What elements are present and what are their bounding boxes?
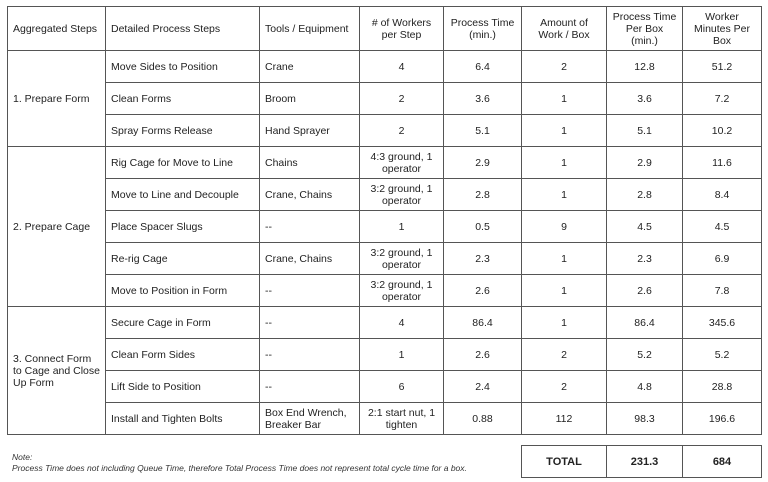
workers-cell: 6: [360, 371, 444, 403]
workers-cell: 4: [360, 51, 444, 83]
worker-minutes-cell: 10.2: [683, 115, 762, 147]
totals-table: [521, 445, 762, 478]
workers-cell: 1: [360, 339, 444, 371]
table-row: [8, 147, 762, 179]
worker-minutes-cell: 7.8: [683, 275, 762, 307]
table-row: [8, 371, 762, 403]
process-time-cell: 2.6: [444, 275, 522, 307]
step-cell: Re-rig Cage: [106, 243, 260, 275]
aggregated-step-cell: 1. Prepare Form: [8, 51, 106, 147]
time-per-box-cell: 98.3: [607, 403, 683, 435]
table-row: [8, 243, 762, 275]
tools-cell: --: [260, 211, 360, 243]
workers-cell: 4:3 ground, 1 operator: [360, 147, 444, 179]
header-detailed-steps: Detailed Process Steps: [106, 7, 260, 51]
process-time-cell: 0.5: [444, 211, 522, 243]
workers-cell: 1: [360, 211, 444, 243]
table-row: [8, 307, 762, 339]
worker-minutes-cell: 5.2: [683, 339, 762, 371]
worker-minutes-cell: 196.6: [683, 403, 762, 435]
header-workers: # of Workers per Step: [360, 7, 444, 51]
total-label: TOTAL: [522, 446, 607, 478]
header-amount: Amount of Work / Box: [522, 7, 607, 51]
note-text: Process Time does not including Queue Time, therefore Total Process Time does not represent total cycle time for a box.: [12, 463, 467, 473]
header-tools: Tools / Equipment: [260, 7, 360, 51]
table-note: [12, 452, 467, 474]
step-cell: Lift Side to Position: [106, 371, 260, 403]
tools-cell: Box End Wrench, Breaker Bar: [260, 403, 360, 435]
total-time-per-box: 231.3: [607, 446, 683, 478]
table-row: [8, 179, 762, 211]
worker-minutes-cell: 4.5: [683, 211, 762, 243]
note-title: Note:: [12, 452, 33, 462]
tools-cell: --: [260, 307, 360, 339]
workers-cell: 3:2 ground, 1 operator: [360, 179, 444, 211]
amount-cell: 9: [522, 211, 607, 243]
tools-cell: Hand Sprayer: [260, 115, 360, 147]
total-row: [522, 446, 762, 478]
amount-cell: 2: [522, 339, 607, 371]
tools-cell: Chains: [260, 147, 360, 179]
step-cell: Clean Form Sides: [106, 339, 260, 371]
process-time-cell: 2.3: [444, 243, 522, 275]
step-cell: Move to Line and Decouple: [106, 179, 260, 211]
workers-cell: 2: [360, 83, 444, 115]
amount-cell: 1: [522, 243, 607, 275]
amount-cell: 112: [522, 403, 607, 435]
amount-cell: 1: [522, 83, 607, 115]
table-row: [8, 275, 762, 307]
worker-minutes-cell: 28.8: [683, 371, 762, 403]
tools-cell: --: [260, 275, 360, 307]
workers-cell: 2: [360, 115, 444, 147]
process-time-cell: 2.8: [444, 179, 522, 211]
worker-minutes-cell: 51.2: [683, 51, 762, 83]
time-per-box-cell: 5.1: [607, 115, 683, 147]
process-time-cell: 2.9: [444, 147, 522, 179]
step-cell: Clean Forms: [106, 83, 260, 115]
worker-minutes-cell: 7.2: [683, 83, 762, 115]
tools-cell: Crane: [260, 51, 360, 83]
step-cell: Install and Tighten Bolts: [106, 403, 260, 435]
amount-cell: 1: [522, 179, 607, 211]
amount-cell: 1: [522, 275, 607, 307]
table-row: [8, 339, 762, 371]
header-row: [8, 7, 762, 51]
table-row: [8, 211, 762, 243]
table-row: [8, 403, 762, 435]
step-cell: Rig Cage for Move to Line: [106, 147, 260, 179]
process-time-cell: 86.4: [444, 307, 522, 339]
process-time-cell: 2.6: [444, 339, 522, 371]
tools-cell: Crane, Chains: [260, 179, 360, 211]
header-time-per-box: Process Time Per Box (min.): [607, 7, 683, 51]
table-row: [8, 83, 762, 115]
header-worker-minutes: Worker Minutes Per Box: [683, 7, 762, 51]
total-worker-minutes: 684: [683, 446, 762, 478]
header-aggregated-steps: Aggregated Steps: [8, 7, 106, 51]
process-time-cell: 2.4: [444, 371, 522, 403]
aggregated-step-cell: 3. Connect Form to Cage and Close Up Form: [8, 307, 106, 435]
time-per-box-cell: 5.2: [607, 339, 683, 371]
time-per-box-cell: 86.4: [607, 307, 683, 339]
time-per-box-cell: 4.5: [607, 211, 683, 243]
time-per-box-cell: 2.8: [607, 179, 683, 211]
process-time-cell: 5.1: [444, 115, 522, 147]
workers-cell: 4: [360, 307, 444, 339]
worker-minutes-cell: 8.4: [683, 179, 762, 211]
workers-cell: 3:2 ground, 1 operator: [360, 275, 444, 307]
tools-cell: --: [260, 339, 360, 371]
workers-cell: 2:1 start nut, 1 tighten: [360, 403, 444, 435]
worker-minutes-cell: 345.6: [683, 307, 762, 339]
time-per-box-cell: 4.8: [607, 371, 683, 403]
time-per-box-cell: 2.6: [607, 275, 683, 307]
amount-cell: 1: [522, 147, 607, 179]
aggregated-step-cell: 2. Prepare Cage: [8, 147, 106, 307]
time-per-box-cell: 3.6: [607, 83, 683, 115]
header-process-time: Process Time (min.): [444, 7, 522, 51]
amount-cell: 1: [522, 115, 607, 147]
worker-minutes-cell: 6.9: [683, 243, 762, 275]
time-per-box-cell: 2.3: [607, 243, 683, 275]
step-cell: Spray Forms Release: [106, 115, 260, 147]
step-cell: Move to Position in Form: [106, 275, 260, 307]
tools-cell: Broom: [260, 83, 360, 115]
tools-cell: --: [260, 371, 360, 403]
worker-minutes-cell: 11.6: [683, 147, 762, 179]
workers-cell: 3:2 ground, 1 operator: [360, 243, 444, 275]
process-time-cell: 3.6: [444, 83, 522, 115]
tools-cell: Crane, Chains: [260, 243, 360, 275]
amount-cell: 2: [522, 371, 607, 403]
time-per-box-cell: 2.9: [607, 147, 683, 179]
step-cell: Secure Cage in Form: [106, 307, 260, 339]
step-cell: Move Sides to Position: [106, 51, 260, 83]
table-row: [8, 51, 762, 83]
time-per-box-cell: 12.8: [607, 51, 683, 83]
amount-cell: 2: [522, 51, 607, 83]
step-cell: Place Spacer Slugs: [106, 211, 260, 243]
table-row: [8, 115, 762, 147]
process-steps-table: [7, 6, 762, 435]
process-time-cell: 6.4: [444, 51, 522, 83]
amount-cell: 1: [522, 307, 607, 339]
process-time-cell: 0.88: [444, 403, 522, 435]
